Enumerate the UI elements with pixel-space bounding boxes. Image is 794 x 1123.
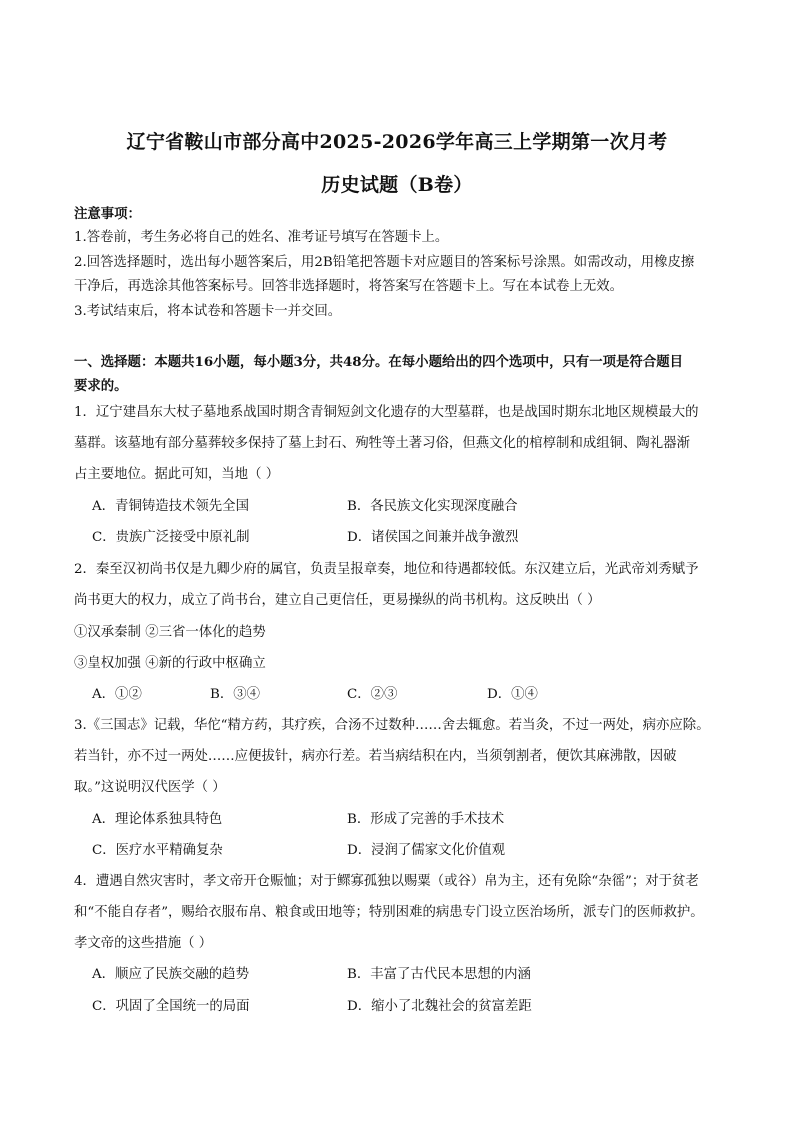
option-c: C．医疗水平精确复杂 [92,843,223,858]
notice-item: 2.回答选择题时，选出每小题答案后，用2B铅笔把答题卡对应题目的答案标号涂黑。如需改动，用橡皮擦 [74,255,695,270]
option-c: C．巩固了全国统一的局面 [92,999,250,1014]
section-heading: 一、选择题：本题共16小题，每小题3分，共48分。在每小题给出的四个选项中，只有一项是符合题目 [74,354,683,370]
option-d: D．①④ [487,687,538,702]
question-stem: 取。”这说明汉代医学（ ） [74,780,226,795]
question-statement: ①汉承秦制 ②三省一体化的趋势 [74,625,266,640]
question-stem: 和“不能自存者”，赐给衣服布帛、粮食或田地等；特别困难的病患专门设立医治场所，派专门的医师救护。 [74,905,704,920]
question-stem: 3.《三国志》记载，华佗“精方药，其疗疾，合汤不过数种……舍去辄愈。若当灸，不过一两处，病亦应除。 [74,718,710,733]
option-c: C．②③ [347,687,398,702]
question-stem: 占主要地位。据此可知，当地（ ） [74,467,280,482]
option-d: D．浸润了儒家文化价值观 [347,843,506,858]
option-a: A．顺应了民族交融的趋势 [92,967,249,982]
question-stem: 1．辽宁建昌东大杖子墓地系战国时期含青铜短剑文化遗存的大型墓群，也是战国时期东北地区规模最大的 [74,405,699,420]
question-stem: 4．遭遇自然灾害时，孝文帝开仓赈恤；对于鳏寡孤独以赐粟（或谷）帛为主，还有免除“杂徭”；对于贫老 [74,874,699,889]
option-b: B．丰富了古代民本思想的内涵 [347,967,531,982]
option-c: C．贵族广泛接受中原礼制 [92,530,250,545]
question-stem: 墓群。该墓地有部分墓葬较多保持了墓上封石、殉牲等土著习俗，但燕文化的棺椁制和成组铜、陶礼器渐 [74,436,690,451]
notice-item: 3.考试结束后，将本试卷和答题卡一并交回。 [74,304,342,319]
section-heading-cont: 要求的。 [74,378,128,394]
question-stem: 孝文帝的这些措施（ ） [74,936,213,951]
option-d: D．缩小了北魏社会的贫富差距 [347,999,532,1014]
option-b: B．形成了完善的手术技术 [347,812,505,827]
question-stem: 2．秦至汉初尚书仅是九卿少府的属官，负责呈报章奏，地位和待遇都较低。东汉建立后，光武帝刘秀赋予 [74,562,699,577]
option-b: B．各民族文化实现深度融合 [347,499,518,514]
notice-item: 1.答卷前，考生务必将自己的姓名、准考证号填写在答题卡上。 [74,230,449,245]
option-a: A．理论体系独具特色 [92,812,223,827]
exam-subtitle: 历史试题（B卷） [321,174,473,196]
exam-title: 辽宁省鞍山市部分高中2025-2026学年高三上学期第一次月考 [126,131,668,153]
question-statement: ③皇权加强 ④新的行政中枢确立 [74,656,266,671]
notice-heading: 注意事项： [74,206,141,222]
option-d: D．诸侯国之间兼并战争激烈 [347,530,519,545]
question-stem: 尚书更大的权力，成立了尚书台，建立自己更信任，更易操纵的尚书机构。这反映出（ ） [74,593,601,608]
notice-item: 干净后，再选涂其他答案标号。回答非选择题时，将答案写在答题卡上。写在本试卷上无效。 [74,279,624,294]
option-a: A．①② [92,687,142,702]
question-stem: 若当针，亦不过一两处……应便拔针，病亦行差。若当病结积在内，当须刳割者，便饮其麻沸散，因破 [74,749,677,764]
option-b: B．③④ [210,687,261,702]
option-a: A．青铜铸造技术领先全国 [92,499,249,514]
